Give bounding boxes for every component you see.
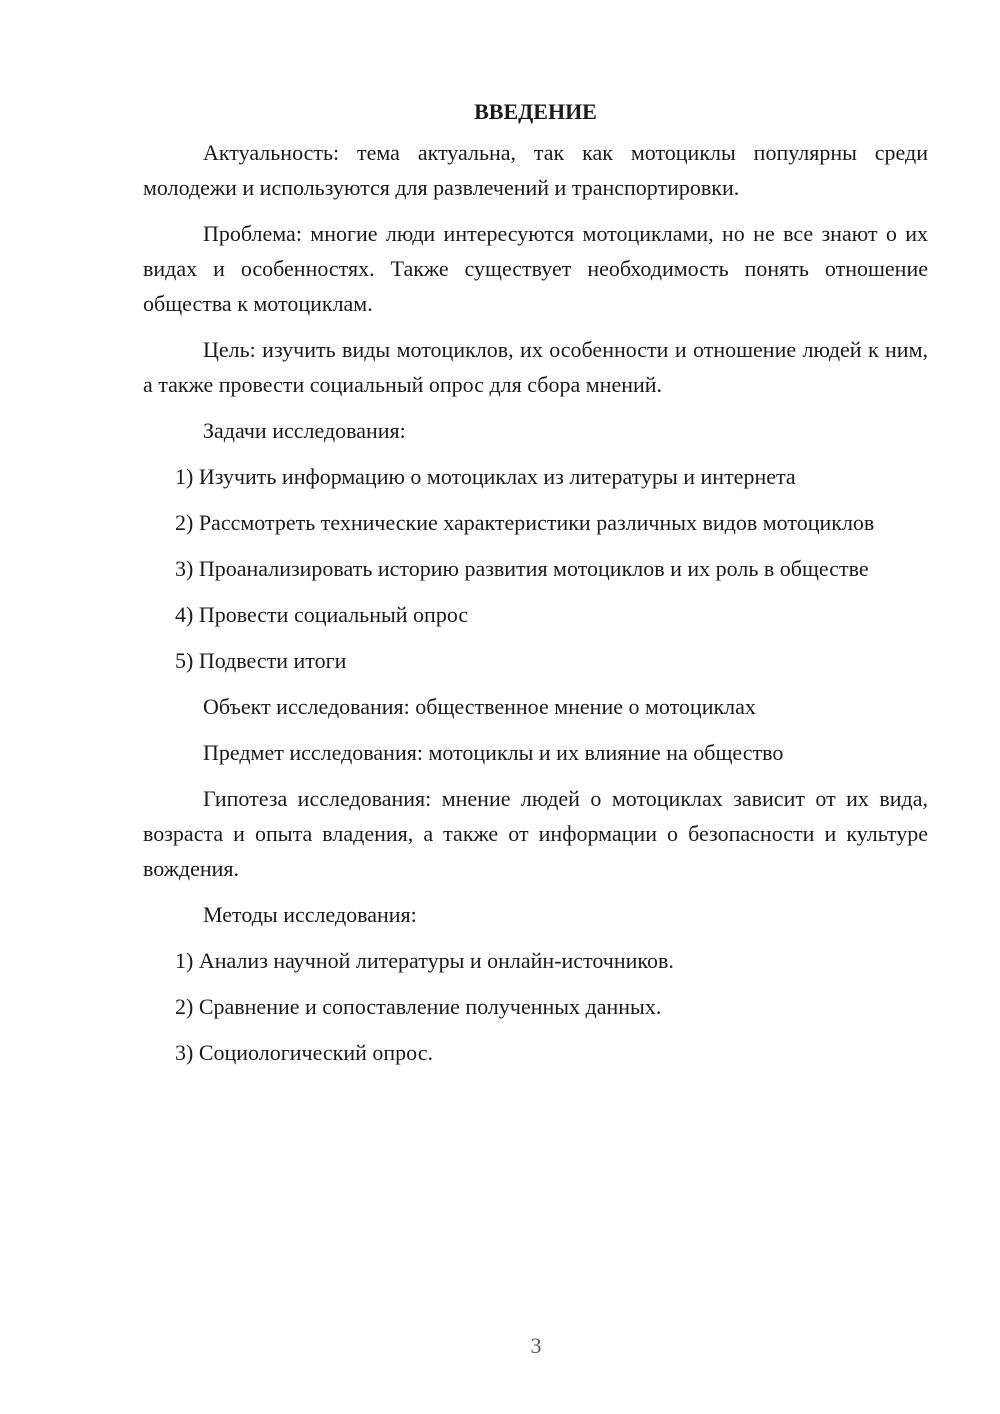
task-item: 4) Провести социальный опрос bbox=[175, 602, 469, 627]
task-item: 1) Изучить информацию о мотоциклах из литературы и интернета bbox=[175, 464, 796, 489]
method-item: 1) Анализ научной литературы и онлайн-источников. bbox=[175, 948, 674, 973]
section-heading: ВВЕДЕНИЕ bbox=[474, 99, 597, 124]
relevance-paragraph: Актуальность: тема актуальна, так как мотоциклы популярны среди молодежи и используются для развлечений и транспортировки. bbox=[143, 140, 928, 200]
object-paragraph: Объект исследования: общественное мнение о мотоциклах bbox=[203, 694, 756, 719]
document-body bbox=[143, 94, 928, 1081]
subject-paragraph: Предмет исследования: мотоциклы и их влияние на общество bbox=[203, 740, 784, 765]
task-item: 3) Проанализировать историю развития мотоциклов и их роль в обществе bbox=[175, 556, 869, 581]
task-item: 5) Подвести итоги bbox=[175, 648, 347, 673]
hypothesis-paragraph: Гипотеза исследования: мнение людей о мотоциклах зависит от их вида, возраста и опыта владения, а также от информации о безопасности и культуре вождения. bbox=[143, 786, 928, 881]
problem-paragraph: Проблема: многие люди интересуются мотоциклами, но не все знают о их видах и особенностях. Также существует необходимость понять отношение общества к мотоциклам. bbox=[143, 221, 928, 316]
method-item: 2) Сравнение и сопоставление полученных данных. bbox=[175, 994, 662, 1019]
methods-title: Методы исследования: bbox=[203, 902, 417, 927]
method-item: 3) Социологический опрос. bbox=[175, 1040, 433, 1065]
task-item: 2) Рассмотреть технические характеристики различных видов мотоциклов bbox=[175, 510, 875, 535]
goal-paragraph: Цель: изучить виды мотоциклов, их особенности и отношение людей к ним, а также провести социальный опрос для сбора мнений. bbox=[143, 337, 928, 397]
tasks-title: Задачи исследования: bbox=[203, 418, 406, 443]
page-number: 3 bbox=[530, 1333, 542, 1358]
